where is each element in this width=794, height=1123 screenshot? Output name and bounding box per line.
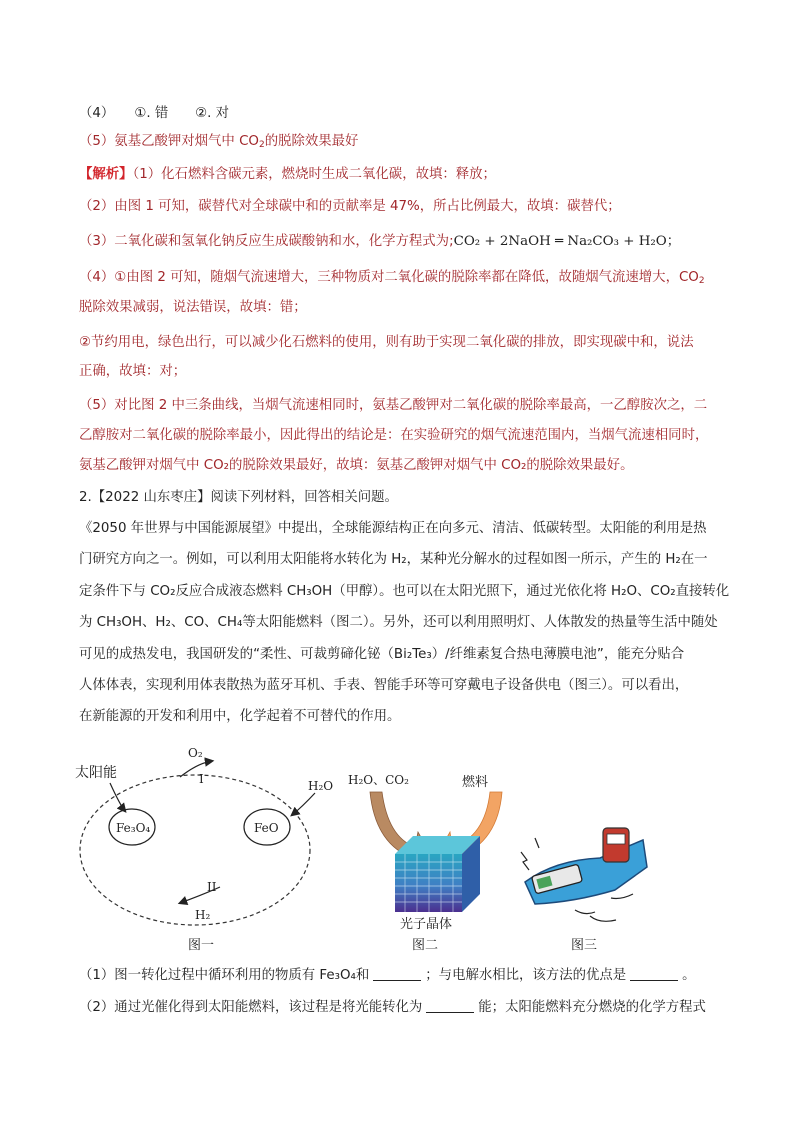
watch-icon xyxy=(603,828,629,862)
fig2-output-label: 燃料 xyxy=(462,775,489,790)
analysis-p4d: 正确，故填：对； xyxy=(79,364,187,379)
answer-q5: （5）氨基乙酸钾对烟气中 $CO_2$的脱除效果最好 xyxy=(79,134,359,150)
analysis-p5c: 氨基乙酸钾对烟气中 CO₂的脱除效果最好，故填：氨基乙酸钾对烟气中 CO₂的脱除效果最好。 xyxy=(79,458,634,473)
figure-1 xyxy=(70,735,340,960)
cycle-loop xyxy=(80,775,310,925)
analysis-p4b: 脱除效果减弱，说法错误，故填：错； xyxy=(79,300,307,315)
figure-2-caption: 图二 xyxy=(412,938,439,953)
analysis-p4a: （4）①由图 2 可知，随烟气流速增大，三种物质对二氧化碳的脱除率都在降低，故随烟气流速增大，$CO_2$ xyxy=(79,270,705,286)
fig2-input-label: H₂O、CO₂ xyxy=(348,773,409,787)
step-2-label: II xyxy=(207,880,217,894)
q2-line6: 人体体表，实现利用体表散热为蓝牙耳机、手表、智能手环等可穿戴电子设备供电（图三）。可以看出， xyxy=(79,678,689,693)
answer-q4: （4） ①. 错 ②. 对 xyxy=(79,106,229,121)
h2o-arrow xyxy=(292,793,315,815)
analysis-p2: （2）由图 1 可知，碳替代对全球碳中和的贡献率是 47%，所占比例最大，故填：碳替代； xyxy=(79,199,621,214)
figure-1-caption: 图一 xyxy=(188,938,215,953)
analysis-p3: （3）二氧化碳和氢氧化钠反应生成碳酸钠和水，化学方程式为;CO₂ + 2NaOH ═ Na₂CO₃ + H₂O； xyxy=(79,234,681,249)
q2-line5: 可见的成热发电，我国研发的“柔性、可裁剪碲化铋（Bi₂Te₃）/纤维素复合热电薄膜电池”，能充分贴合 xyxy=(79,647,685,662)
o2-label: O₂ xyxy=(188,746,203,760)
h2-label: H₂ xyxy=(195,908,211,922)
analysis-tag: 【解析】 xyxy=(79,167,133,182)
figure-3-caption: 图三 xyxy=(571,938,598,953)
q2-line2: 门研究方向之一。例如，可以利用太阳能将水转化为 H₂，某种光分解水的过程如图一所示，产生的 H₂在一 xyxy=(79,552,708,567)
answer-blank-2[interactable] xyxy=(630,968,678,981)
q2-header: 2.【2022 山东枣庄】阅读下列材料，回答相关问题。 xyxy=(79,490,398,505)
answer-blank-1[interactable] xyxy=(373,968,421,981)
q2-sub1: （1）图一转化过程中循环利用的物质有 Fe₃O₄和 ；与电解水相比，该方法的优点是 。 xyxy=(79,968,696,983)
fig2-crystal-label: 光子晶体 xyxy=(400,917,453,932)
q2-sub2: （2）通过光催化得到太阳能燃料，该过程是将光能转化为 能；太阳能燃料充分燃烧的化学方程式 xyxy=(79,1000,706,1015)
sun-arrow xyxy=(110,783,125,811)
equation: CO₂ + 2NaOH ═ Na₂CO₃ + H₂O； xyxy=(453,234,681,249)
q2-line4: 为 CH₃OH、H₂、CO、CH₄等太阳能燃料（图二）。另外，还可以利用照明灯、人体散发的热量等生活中随处 xyxy=(79,615,718,630)
q2-line7: 在新能源的开发和利用中，化学起着不可替代的作用。 xyxy=(79,709,401,724)
step-1-label: I xyxy=(199,772,204,786)
analysis-p1: 【解析】（1）化石燃料含碳元素，燃烧时生成二氧化碳，故填：释放； xyxy=(79,167,496,182)
q2-line3: 定条件下与 CO₂反应合成液态燃料 CH₃OH（甲醇）。也可以在太阳光照下，通过光依化将 H₂O、CO₂直接转化 xyxy=(79,584,730,599)
o2-arrow xyxy=(180,761,212,777)
analysis-p5b: 乙醇胺对二氧化碳的脱除率最小，因此得出的结论是：在实验研究的烟气流速范围内，当烟气流速相同时， xyxy=(79,428,709,443)
q2-line1: 《2050 年世界与中国能源展望》中提出，全球能源结构正在向多元、清洁、低碳转型。太阳能的利用是热 xyxy=(79,521,707,536)
answer-blank-3[interactable] xyxy=(426,1000,474,1013)
figure-2 xyxy=(340,762,510,957)
analysis-p4c: ②节约用电，绿色出行，可以减少化石燃料的使用，则有助于实现二氧化碳的排放，即实现碳中和，说法 xyxy=(79,335,694,350)
fe3o4-label: Fe₃O₄ xyxy=(116,821,151,835)
figure-3 xyxy=(515,812,655,957)
analysis-p5a: （5）对比图 2 中三条曲线，当烟气流速相同时，氨基乙酸钾对二氧化碳的脱除率最高，一乙醇胺次之，二 xyxy=(79,398,708,413)
sun-label: 太阳能 xyxy=(75,765,117,781)
feo-label: FeO xyxy=(254,821,279,835)
h2o-label: H₂O xyxy=(308,779,334,793)
